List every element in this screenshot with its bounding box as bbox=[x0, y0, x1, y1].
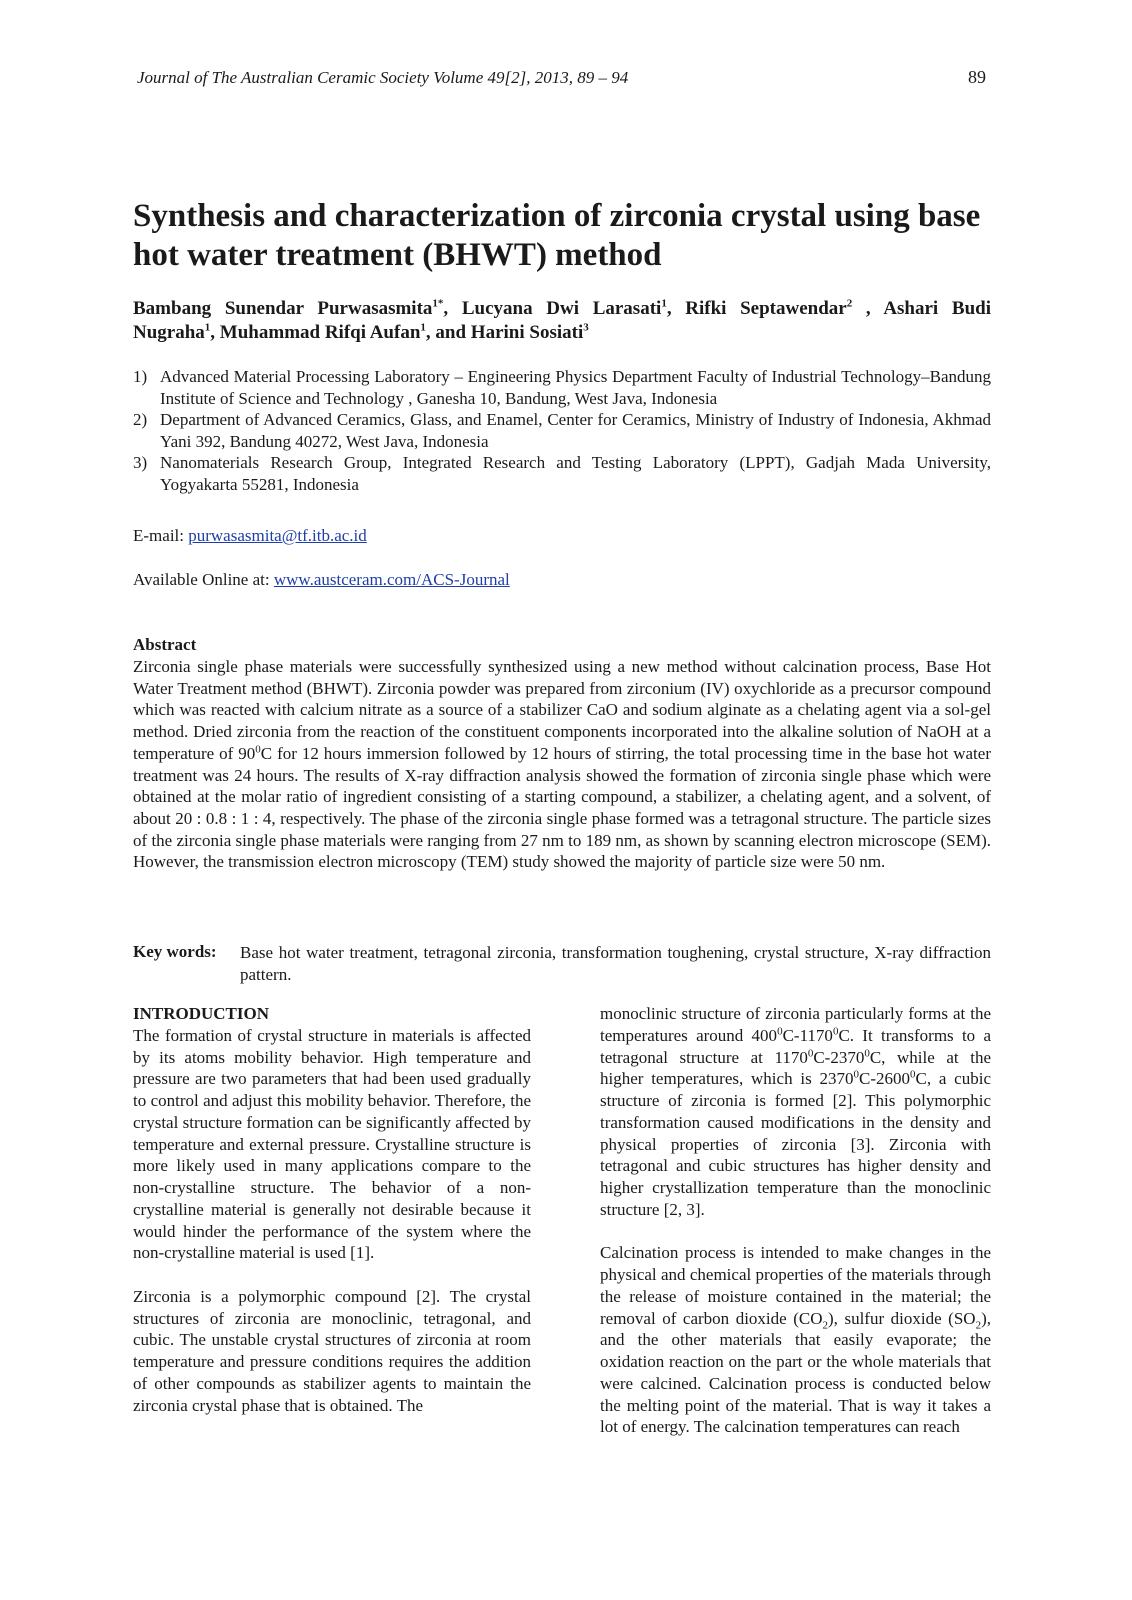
journal-header: Journal of The Australian Ceramic Society Volume 49[2], 2013, 89 – 94 bbox=[137, 68, 629, 87]
author-affiliation-mark: 1* bbox=[432, 297, 444, 310]
author-affiliation-mark: 1 bbox=[661, 297, 667, 310]
keywords-text: Base hot water treatment, tetragonal zirconia, transformation toughening, crystal structure, X-ray diffraction pattern. bbox=[240, 943, 991, 984]
affiliation-text: Department of Advanced Ceramics, Glass, and Enamel, Center for Ceramics, Ministry of Industry of Indonesia, Akhmad Yani 392, Bandung 40272, West Java, Indonesia bbox=[160, 410, 991, 451]
right-column bbox=[600, 1003, 991, 1460]
author-affiliation-mark: 1 bbox=[204, 321, 211, 334]
journal-url-link[interactable]: www.austceram.com/ACS-Journal bbox=[273, 570, 510, 589]
email-link[interactable]: purwasasmita@tf.itb.ac.id bbox=[188, 526, 367, 545]
degree-superscript: 0 bbox=[255, 743, 261, 756]
available-online-line bbox=[133, 570, 510, 590]
author-name: , Lucyana Dwi Larasati bbox=[443, 298, 662, 319]
intro-paragraph-3: monoclinic structure of zirconia particularly forms at the temperatures around $400^0C-1170^0C$. It transforms to a tetragonal structure at 1170$^0$C-2370$^0$C, while at the higher temperatures, which is 2370$^0$C-2600$^0$C, a cubic structure of zirconia is formed [2]. This polymorphic transformation caused modifications in the density and physical properties of zirconia [3]. Zirconia with tetragonal and cubic structures has higher density and higher crystallization temperature than the monoclinic structure [2, 3]. bbox=[600, 1004, 992, 1219]
section-heading-introduction: INTRODUCTION bbox=[133, 1004, 270, 1023]
affiliation-number: 1) bbox=[133, 367, 148, 386]
affiliation-2 bbox=[133, 409, 991, 452]
page-number: 89 bbox=[968, 67, 986, 87]
author-name: , Muhammad Rifqi Aufan bbox=[210, 322, 421, 343]
abstract-text: C for 12 hours immersion followed by 12 hours of stirring, the total processing time in the base hot water treatment was 24 hours. The results of X-ray diffraction analysis showed the formation of zirconia single phase which were obtained at the molar ratio of ingredient consisting of a starting compound, a stabilizer, a chelating agent, and a solvent, of about 20 : 0.8 : 1 : 4, respectively. The phase of the zirconia single phase formed was a tetragonal structure. The particle sizes of the zirconia single phase materials were ranging from 27 nm to 189 nm, as shown by scanning electron microscope (SEM). However, the transmission electron microscopy (TEM) study showed the majority of particle size were 50 nm. bbox=[133, 743, 991, 872]
left-column bbox=[133, 1003, 531, 1438]
intro-paragraph-2: Zirconia is a polymorphic compound [2]. The crystal structures of zirconia are monoclinic, tetragonal, and cubic. The unstable crystal structures of zirconia at room temperature and pressure conditions requires the addition of other compounds as stabilizer agents to maintain the zirconia crystal phase that is obtained. The bbox=[133, 1286, 531, 1415]
abstract-text: Zirconia single phase materials were successfully synthesized using a new method without calcination process, Base Hot Water Treatment method (BHWT). Zirconia powder was prepared from zirconium (IV) oxychloride as a precursor compound which was reacted with calcium nitrate as a source of a stabilizer CaO and sodium alginate as a chelating agent via a sol-gel method. Dried zirconia from the reaction of the constituent components incorporated into the alkaline solution of NaOH at a temperature of 90 bbox=[133, 657, 991, 763]
affiliation-number: 2) bbox=[133, 410, 148, 429]
affiliation-3 bbox=[133, 452, 991, 495]
affiliation-number: 3) bbox=[133, 453, 148, 472]
abstract-body bbox=[133, 656, 991, 873]
keywords-label: Key words: bbox=[133, 942, 217, 961]
author-name: , Ashari Budi bbox=[852, 298, 991, 319]
abstract-heading: Abstract bbox=[133, 635, 197, 654]
paper-title: Synthesis and characterization of zirconia crystal using base hot water treatment (BHWT) method bbox=[133, 198, 981, 273]
online-label: Available Online at: bbox=[133, 570, 274, 589]
email-line bbox=[133, 526, 367, 546]
affiliation-1 bbox=[133, 366, 991, 409]
author-list-line-2 bbox=[133, 321, 589, 345]
author-name: , Rifki Septawendar bbox=[666, 298, 847, 319]
email-label: E-mail: bbox=[133, 526, 189, 545]
affiliation-text: Nanomaterials Research Group, Integrated Research and Testing Laboratory (LPPT), Gadjah Mada University, Yogyakarta 55281, Indonesia bbox=[160, 453, 991, 494]
author-affiliation-mark: 1 bbox=[420, 321, 426, 334]
author-list-line-1 bbox=[133, 297, 991, 321]
author-affiliation-mark: 2 bbox=[846, 297, 853, 310]
author-name: , and Harini Sosiati bbox=[425, 322, 584, 343]
author-name: Nugraha bbox=[133, 322, 205, 343]
affiliation-text: Advanced Material Processing Laboratory – Engineering Physics Department Faculty of Industrial Technology–Bandung Institute of Science and Technology , Ganesha 10, Bandung, West Java, Indonesia bbox=[160, 367, 991, 408]
intro-paragraph-4: Calcination process is intended to make changes in the physical and chemical properties of the materials through the release of moisture contained in the material; the removal of carbon dioxide $(CO_2)$, sulfur dioxide $(SO_2)$, and the other materials that easily evaporate; the oxidation reaction on the part or the whole materials that were calcined. Calcination process is conducted below the melting point of the material. That is way it takes a lot of energy. The calcination temperatures can reach bbox=[600, 1243, 991, 1437]
intro-paragraph-1: The formation of crystal structure in materials is affected by its atoms mobility behavior. High temperature and pressure are two parameters that had been used gradually to control and adjust this mobility behavior. Therefore, the crystal structure formation can be significantly affected by temperature and external pressure. Crystalline structure is more likely used in many applications compare to the non-crystalline structure. The behavior of a non-crystalline material is generally not desirable because it would hinder the performance of the system where the non-crystalline material is used [1]. bbox=[133, 1025, 531, 1263]
author-affiliation-mark: 3 bbox=[583, 321, 589, 334]
author-name: Bambang Sunendar Purwasasmita bbox=[133, 298, 433, 319]
